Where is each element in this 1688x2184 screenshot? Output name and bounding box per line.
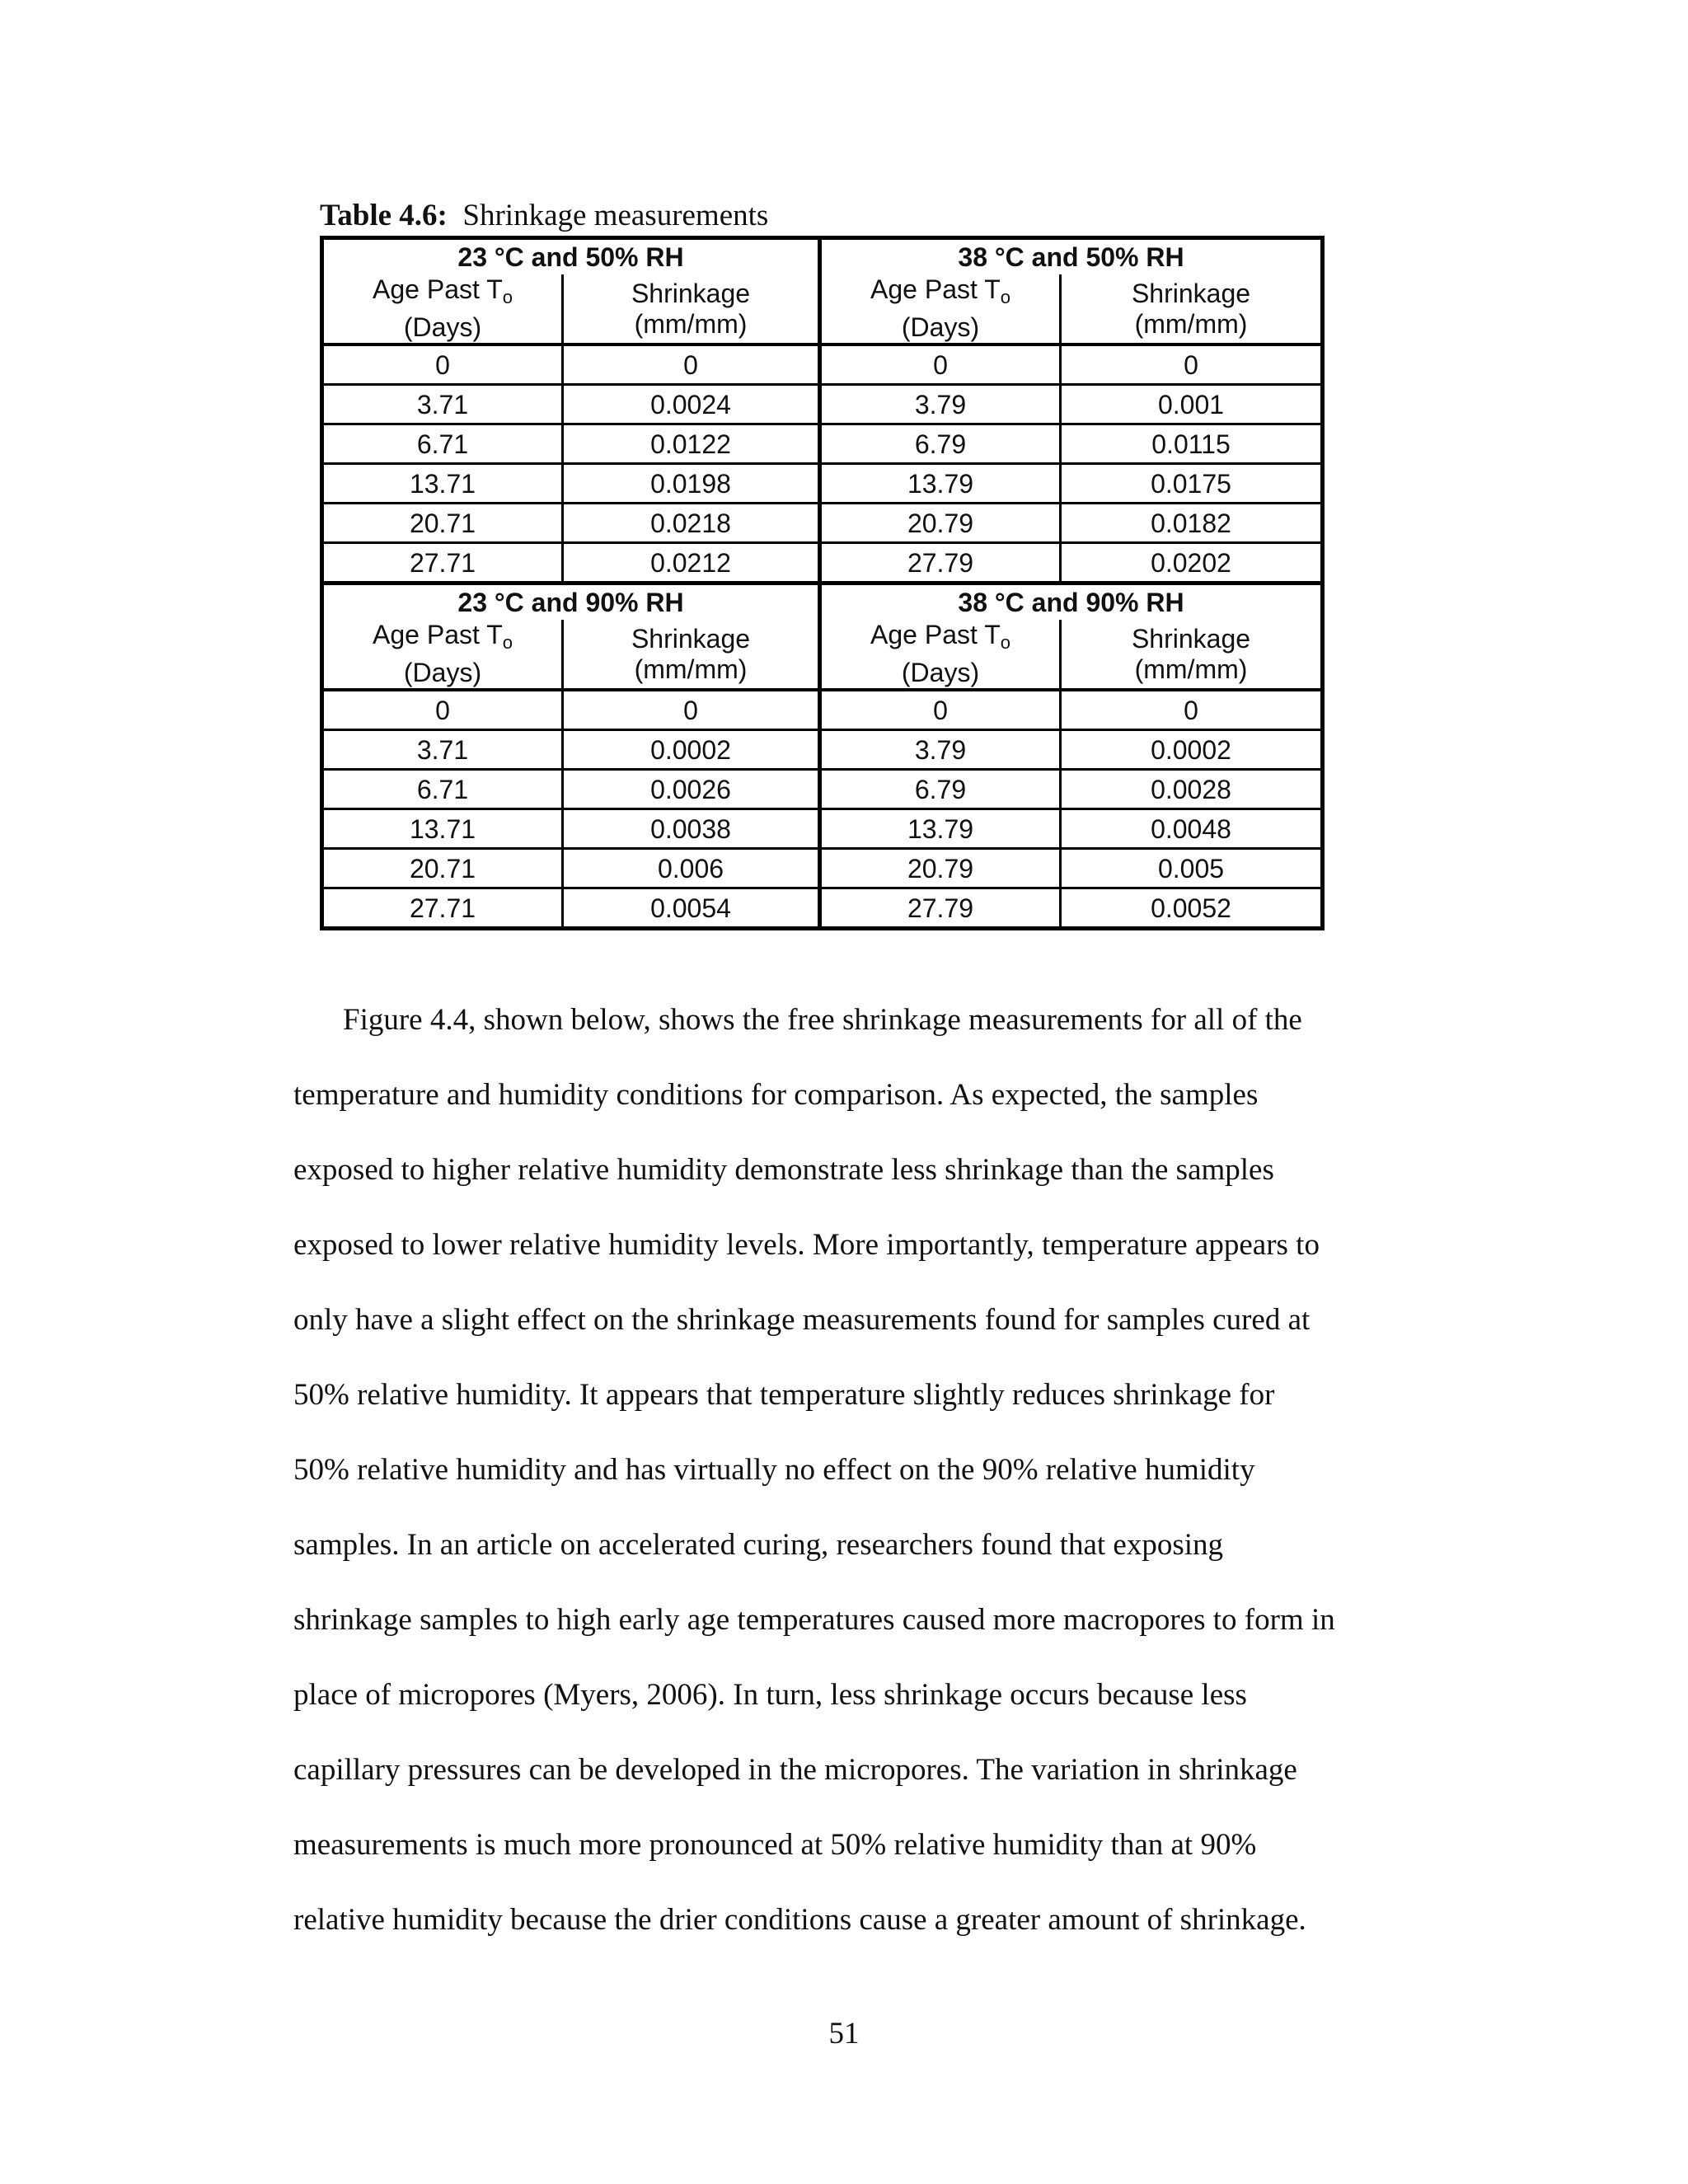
column-header-age-subscript: o xyxy=(502,287,513,307)
table-row xyxy=(322,504,1323,543)
table-row xyxy=(322,543,1323,583)
column-header-shrinkage-label: Shrinkage xyxy=(631,278,751,308)
shrinkage-cell: 0.001 xyxy=(1061,385,1323,424)
column-header-age-label: Age Past $T_o$ xyxy=(870,620,1010,653)
condition-title: 38 °C and 90% RH xyxy=(820,583,1323,621)
shrinkage-cell: 0.0198 xyxy=(563,464,820,504)
column-header-age-unit: (Days) xyxy=(901,658,980,687)
paragraph-line: measurements is much more pronounced at 50% relative humidity than at 90% xyxy=(293,1828,1257,1862)
table-row xyxy=(322,385,1323,424)
paragraph-line: temperature and humidity conditions for comparison. As expected, the samples xyxy=(293,1078,1259,1112)
paragraph-line: shrinkage samples to high early age temperatures caused more macropores to form in xyxy=(293,1603,1335,1637)
column-header-age xyxy=(322,620,563,690)
age-cell: 3.79 xyxy=(820,730,1061,770)
column-header-age-label: Age Past $T_o$ xyxy=(870,274,1010,307)
column-header-age-subscript: o xyxy=(1000,287,1010,307)
shrinkage-cell: 0.0212 xyxy=(563,543,820,583)
condition-header-row xyxy=(322,238,1323,275)
column-header-age xyxy=(820,274,1061,344)
column-header-age-unit: (Days) xyxy=(403,658,482,687)
page-number: 51 xyxy=(828,2017,860,2050)
age-cell: 0 xyxy=(322,690,563,730)
column-header-age xyxy=(322,274,563,344)
paragraph-line: only have a slight effect on the shrinkage measurements found for samples cured at xyxy=(293,1303,1311,1337)
age-cell: 27.79 xyxy=(820,888,1061,929)
table-row xyxy=(322,730,1323,770)
column-header-age-unit: (Days) xyxy=(901,312,980,342)
column-header-shrinkage-unit: (mm/mm) xyxy=(1134,308,1248,339)
age-cell: 27.71 xyxy=(322,543,563,583)
paragraph-line: samples. In an article on accelerated curing, researchers found that exposing xyxy=(293,1528,1224,1562)
age-cell: 6.71 xyxy=(322,770,563,809)
column-header-shrinkage-label: Shrinkage xyxy=(1131,278,1251,308)
table-row xyxy=(322,344,1323,385)
shrinkage-cell: 0.0028 xyxy=(1061,770,1323,809)
age-cell: 20.79 xyxy=(820,849,1061,888)
shrinkage-cell: 0.0002 xyxy=(1061,730,1323,770)
table-row xyxy=(322,690,1323,730)
table-row xyxy=(322,888,1323,929)
age-cell: 13.79 xyxy=(820,809,1061,849)
shrinkage-cell: 0.0218 xyxy=(563,504,820,543)
body-paragraph xyxy=(293,997,1398,1972)
shrinkage-cell: 0.0182 xyxy=(1061,504,1323,543)
column-header-age xyxy=(820,620,1061,690)
table-caption xyxy=(320,198,768,233)
shrinkage-cell: 0.0115 xyxy=(1061,424,1323,464)
shrinkage-cell: 0.0052 xyxy=(1061,888,1323,929)
column-header-shrinkage xyxy=(1061,620,1323,690)
paragraph-line: place of micropores (Myers, 2006). In turn, less shrinkage occurs because less xyxy=(293,1678,1247,1712)
shrinkage-cell: 0.0175 xyxy=(1061,464,1323,504)
shrinkage-cell: 0 xyxy=(1061,344,1323,385)
table-row xyxy=(322,424,1323,464)
table-caption-label: Table 4.6: xyxy=(320,199,448,232)
condition-header-row xyxy=(322,583,1323,621)
column-header-shrinkage-unit: (mm/mm) xyxy=(634,654,748,684)
shrinkage-cell: 0.0122 xyxy=(563,424,820,464)
age-cell: 20.71 xyxy=(322,849,563,888)
table-row xyxy=(322,464,1323,504)
age-cell: 13.79 xyxy=(820,464,1061,504)
shrinkage-cell: 0.005 xyxy=(1061,849,1323,888)
shrinkage-cell: 0.006 xyxy=(563,849,820,888)
paragraph-line: exposed to lower relative humidity levels. More importantly, temperature appears to xyxy=(293,1228,1320,1262)
table-row xyxy=(322,849,1323,888)
shrinkage-cell: 0 xyxy=(563,690,820,730)
condition-title: 38 °C and 50% RH xyxy=(820,238,1323,275)
age-cell: 0 xyxy=(820,690,1061,730)
column-header-age-label: Age Past $T_o$ xyxy=(373,274,513,307)
column-header-age-subscript: o xyxy=(502,632,513,653)
condition-title: 23 °C and 50% RH xyxy=(322,238,820,275)
column-header-shrinkage xyxy=(563,274,820,344)
shrinkage-cell: 0.0054 xyxy=(563,888,820,929)
shrinkage-cell: 0.0048 xyxy=(1061,809,1323,849)
shrinkage-cell: 0.0024 xyxy=(563,385,820,424)
shrinkage-cell: 0.0026 xyxy=(563,770,820,809)
column-header-shrinkage xyxy=(1061,274,1323,344)
column-header-row xyxy=(322,274,1323,344)
age-cell: 6.79 xyxy=(820,770,1061,809)
age-cell: 0 xyxy=(322,344,563,385)
paragraph-line: capillary pressures can be developed in the micropores. The variation in shrinkage xyxy=(293,1753,1297,1787)
column-header-shrinkage-label: Shrinkage xyxy=(1131,623,1251,654)
age-cell: 3.79 xyxy=(820,385,1061,424)
age-cell: 13.71 xyxy=(322,809,563,849)
paragraph-line: 50% relative humidity and has virtually no effect on the 90% relative humidity xyxy=(293,1453,1255,1487)
column-header-shrinkage-unit: (mm/mm) xyxy=(634,308,748,339)
paragraph-line: relative humidity because the drier conditions cause a greater amount of shrinkage. xyxy=(293,1903,1306,1937)
age-cell: 20.71 xyxy=(322,504,563,543)
column-header-shrinkage-unit: (mm/mm) xyxy=(1134,654,1248,684)
shrinkage-cell: 0.0002 xyxy=(563,730,820,770)
age-cell: 6.79 xyxy=(820,424,1061,464)
column-header-shrinkage-label: Shrinkage xyxy=(631,623,751,654)
age-cell: 6.71 xyxy=(322,424,563,464)
column-header-age-label: Age Past $T_o$ xyxy=(373,620,513,653)
age-cell: 27.71 xyxy=(322,888,563,929)
shrinkage-cell: 0.0038 xyxy=(563,809,820,849)
column-header-row xyxy=(322,620,1323,690)
paragraph-line: exposed to higher relative humidity demonstrate less shrinkage than the samples xyxy=(293,1153,1274,1187)
age-cell: 3.71 xyxy=(322,385,563,424)
paragraph-line: 50% relative humidity. It appears that temperature slightly reduces shrinkage for xyxy=(293,1378,1275,1412)
age-cell: 20.79 xyxy=(820,504,1061,543)
table-row xyxy=(322,809,1323,849)
column-header-age-unit: (Days) xyxy=(403,312,482,342)
age-cell: 0 xyxy=(820,344,1061,385)
shrinkage-cell: 0 xyxy=(1061,690,1323,730)
column-header-age-subscript: o xyxy=(1000,632,1010,653)
age-cell: 27.79 xyxy=(820,543,1061,583)
age-cell: 3.71 xyxy=(322,730,563,770)
condition-title: 23 °C and 90% RH xyxy=(322,583,820,621)
shrinkage-table xyxy=(320,236,1325,930)
column-header-shrinkage xyxy=(563,620,820,690)
table-row xyxy=(322,770,1323,809)
age-cell: 13.71 xyxy=(322,464,563,504)
paragraph-line: Figure 4.4, shown below, shows the free shrinkage measurements for all of the xyxy=(343,1003,1302,1037)
table-caption-text: Shrinkage measurements xyxy=(462,199,769,232)
shrinkage-cell: 0.0202 xyxy=(1061,543,1323,583)
shrinkage-cell: 0 xyxy=(563,344,820,385)
